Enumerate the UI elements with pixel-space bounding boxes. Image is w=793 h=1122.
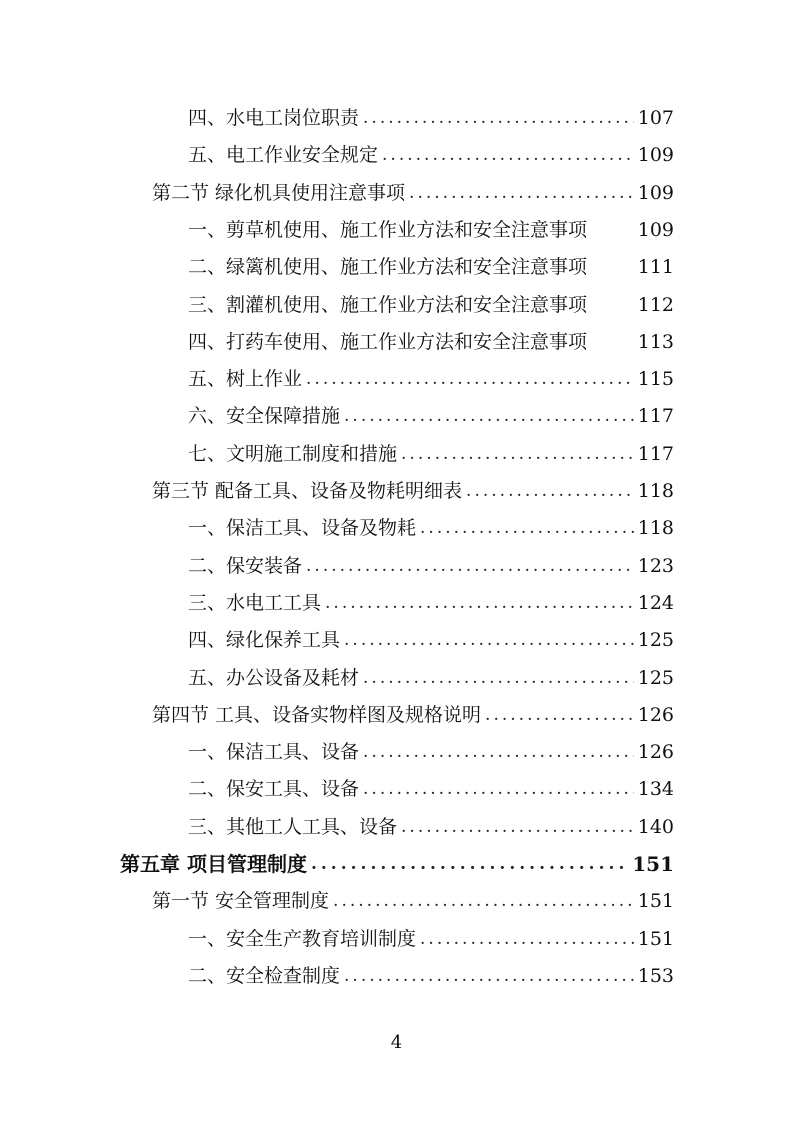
toc-entry-title: 三、割灌机使用、施工作业方法和安全注意事项 <box>188 294 588 316</box>
toc-entry-page: 125 <box>637 629 674 651</box>
toc-entry-title: 四、绿化保养工具 <box>188 629 341 651</box>
toc-entry-item[interactable] <box>188 324 674 361</box>
toc-entry-title: 五、电工作业安全规定 <box>188 144 379 166</box>
toc-dot-leader <box>333 883 634 920</box>
toc-dot-leader <box>401 809 634 846</box>
toc-dot-leader <box>363 660 634 697</box>
toc-entry-item[interactable] <box>188 809 674 846</box>
toc-entry-title: 第四节 工具、设备实物样图及规格说明 <box>152 704 482 726</box>
toc-entry-item[interactable] <box>188 249 674 286</box>
toc-entry-page: 151 <box>637 890 674 912</box>
toc-entry-page: 107 <box>637 107 674 129</box>
toc-dot-leader <box>363 734 634 771</box>
toc-entry-page: 109 <box>637 219 674 241</box>
toc-entry-item[interactable] <box>188 660 674 697</box>
toc-entry-item[interactable] <box>188 398 674 435</box>
toc-entry-page: 115 <box>637 368 674 390</box>
toc-entry-page: 111 <box>637 256 674 278</box>
toc-entry-title: 二、保安工具、设备 <box>188 778 360 800</box>
toc-entry-page: 113 <box>637 331 674 353</box>
toc-entry-item[interactable] <box>188 137 674 174</box>
toc-entry-title: 三、水电工工具 <box>188 592 322 614</box>
toc-entry-page: 109 <box>637 182 674 204</box>
toc-entry-title: 五、树上作业 <box>188 368 303 390</box>
toc-entry-title: 第五章 项目管理制度 <box>120 852 307 876</box>
toc-entry-item[interactable] <box>188 510 674 547</box>
toc-entry-item[interactable] <box>188 287 674 324</box>
toc-entry-page: 118 <box>637 480 674 502</box>
toc-entry-page: 109 <box>637 144 674 166</box>
toc-dot-leader <box>344 398 634 435</box>
toc-dot-leader <box>363 771 634 808</box>
toc-entry-page: 126 <box>637 704 674 726</box>
toc-entry-item[interactable] <box>188 958 674 995</box>
toc-entry-title: 四、打药车使用、施工作业方法和安全注意事项 <box>188 331 588 353</box>
toc-entry-item[interactable] <box>188 100 674 137</box>
toc-entry-title: 二、绿篱机使用、施工作业方法和安全注意事项 <box>188 256 588 278</box>
toc-entry-page: 151 <box>637 928 674 950</box>
toc-entry-page: 126 <box>637 741 674 763</box>
toc-entry-section[interactable] <box>152 697 674 734</box>
toc-entry-page: 112 <box>637 294 674 316</box>
toc-entry-title: 一、安全生产教育培训制度 <box>188 928 417 950</box>
toc-entry-title: 七、文明施工制度和措施 <box>188 443 398 465</box>
toc-entry-title: 二、安全检查制度 <box>188 965 341 987</box>
toc-entry-title: 一、保洁工具、设备 <box>188 741 360 763</box>
toc-entry-title: 二、保安装备 <box>188 555 303 577</box>
toc-dot-leader <box>311 846 628 883</box>
toc-dot-leader <box>306 361 634 398</box>
toc-entry-title: 第三节 配备工具、设备及物耗明细表 <box>152 480 463 502</box>
toc-entry-section[interactable] <box>152 175 674 212</box>
toc-dot-leader <box>420 921 634 958</box>
toc-entry-page: 140 <box>637 816 674 838</box>
toc-entry-title: 六、安全保障措施 <box>188 405 341 427</box>
toc-entry-item[interactable] <box>188 734 674 771</box>
toc-entry-item[interactable] <box>188 921 674 958</box>
toc-dot-leader <box>420 510 634 547</box>
toc-entry-item[interactable] <box>188 622 674 659</box>
toc-entry-item[interactable] <box>188 436 674 473</box>
toc-entry-title: 第二节 绿化机具使用注意事项 <box>152 182 406 204</box>
toc-entry-page: 125 <box>637 667 674 689</box>
toc-dot-leader <box>382 137 634 174</box>
toc-entry-page: 153 <box>637 965 674 987</box>
toc-entry-page: 134 <box>637 778 674 800</box>
toc-entry-chapter[interactable] <box>120 846 674 883</box>
toc-entry-page: 117 <box>637 405 674 427</box>
toc-dot-leader <box>344 958 634 995</box>
toc-dot-leader <box>306 548 634 585</box>
toc-entry-page: 151 <box>632 852 674 876</box>
toc-entry-title: 三、其他工人工具、设备 <box>188 816 398 838</box>
toc-entry-page: 124 <box>637 592 674 614</box>
toc-dot-leader <box>344 622 634 659</box>
toc-entry-section[interactable] <box>152 473 674 510</box>
toc-entry-item[interactable] <box>188 585 674 622</box>
toc-entry-title: 五、办公设备及耗材 <box>188 667 360 689</box>
toc-entry-item[interactable] <box>188 771 674 808</box>
toc-entry-title: 一、剪草机使用、施工作业方法和安全注意事项 <box>188 219 588 241</box>
toc-entry-item[interactable] <box>188 361 674 398</box>
toc-dot-leader <box>325 585 634 622</box>
toc-entry-title: 一、保洁工具、设备及物耗 <box>188 517 417 539</box>
toc-entry-page: 123 <box>637 555 674 577</box>
toc-entry-item[interactable] <box>188 212 674 249</box>
toc-entry-page: 117 <box>637 443 674 465</box>
page-number: 4 <box>390 1032 403 1053</box>
toc-entry-item[interactable] <box>188 548 674 585</box>
toc-dot-leader <box>409 175 634 212</box>
toc-dot-leader <box>401 436 634 473</box>
toc-entry-title: 四、水电工岗位职责 <box>188 107 360 129</box>
toc-dot-leader <box>485 697 634 734</box>
toc-entry-title: 第一节 安全管理制度 <box>152 890 330 912</box>
toc-dot-leader <box>466 473 634 510</box>
toc-entry-section[interactable] <box>152 883 674 920</box>
toc-dot-leader <box>363 100 634 137</box>
toc-entry-page: 118 <box>637 517 674 539</box>
